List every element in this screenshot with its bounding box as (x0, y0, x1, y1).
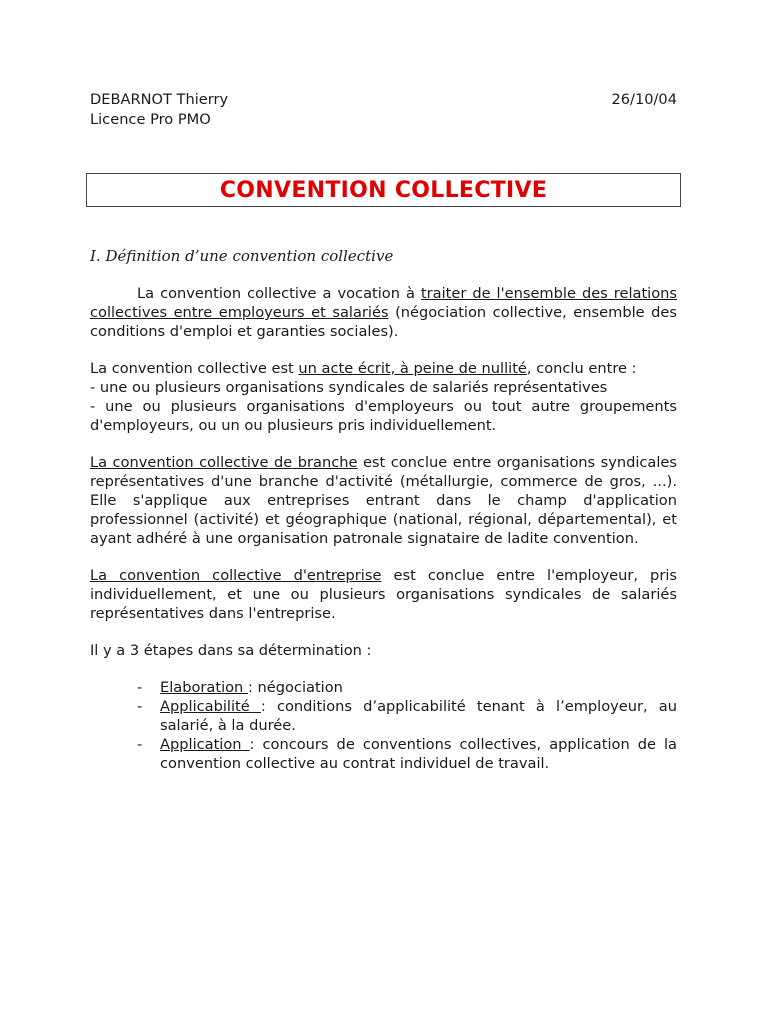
program-name: Licence Pro PMO (90, 111, 211, 128)
author-name: DEBARNOT Thierry (90, 91, 229, 108)
step-text: : concours de conventions collectives, application de la convention collective au contrat individuel de travail. (160, 736, 677, 772)
bullet-dash: - (137, 736, 143, 753)
paragraph-text: est conclue entre organisations syndicales représentatives d'une branche d'activité (métallurgie, commerce de gros, ...). Elle s'applique aux entreprises entrant dans le champ d'application professionnel (activité) et géographique (national, régional, départemental), et ayant adhéré à une organisation patronale signataire de ladite convention. (90, 454, 678, 547)
list-item (90, 735, 677, 773)
paragraph-line: - une ou plusieurs organisations d'employeurs ou tout autre groupements d'employeurs, ou un ou plusieurs pris individuellement. (90, 398, 677, 434)
step-text: : négociation (247, 679, 343, 696)
author-block (90, 90, 228, 130)
underlined-phrase: traiter de l'ensemble des relations collectives entre employeurs et salariés (90, 285, 677, 321)
document-date: 26/10/04 (611, 91, 677, 108)
underlined-phrase: La convention collective de branche (90, 454, 358, 471)
steps-list (90, 678, 677, 773)
document-title: CONVENTION COLLECTIVE (219, 177, 548, 203)
paragraph-text: , conclu entre : (526, 360, 637, 377)
paragraph-definition (90, 284, 677, 341)
underlined-phrase: un acte écrit, à peine de nullité (298, 360, 527, 377)
bullet-dash: - (137, 679, 143, 696)
document-page (90, 90, 677, 773)
step-label: Applicabilité (160, 698, 261, 715)
underlined-phrase: La convention collective d'entreprise (90, 567, 382, 584)
step-label: Elaboration (160, 679, 248, 696)
paragraph-text: La convention collective a vocation à (137, 285, 421, 302)
paragraph-text: La convention collective est (90, 360, 299, 377)
paragraph-line: - une ou plusieurs organisations syndicales de salariés représentatives (90, 379, 608, 396)
paragraph-steps-intro: Il y a 3 étapes dans sa détermination : (90, 642, 372, 659)
paragraph-parties (90, 359, 677, 435)
paragraph-line (90, 359, 677, 378)
paragraph-branch (90, 453, 677, 548)
step-label: Application (160, 736, 250, 753)
section-heading: I. Définition d’une convention collective (90, 247, 394, 265)
list-item (90, 697, 677, 735)
bullet-dash: - (137, 698, 143, 715)
paragraph-text: (négociation collective, ensemble des conditions d'emploi et garanties sociales). (90, 304, 677, 340)
list-item (90, 678, 677, 697)
paragraph-text: est conclue entre l'employeur, pris individuellement, et une ou plusieurs organisations syndicales de salariés représentatives dans l'entreprise. (90, 567, 677, 622)
document-header (90, 90, 677, 130)
paragraph-enterprise (90, 566, 677, 623)
title-box (86, 173, 681, 207)
step-text: : conditions d’applicabilité tenant à l’employeur, au salarié, à la durée. (160, 698, 677, 734)
